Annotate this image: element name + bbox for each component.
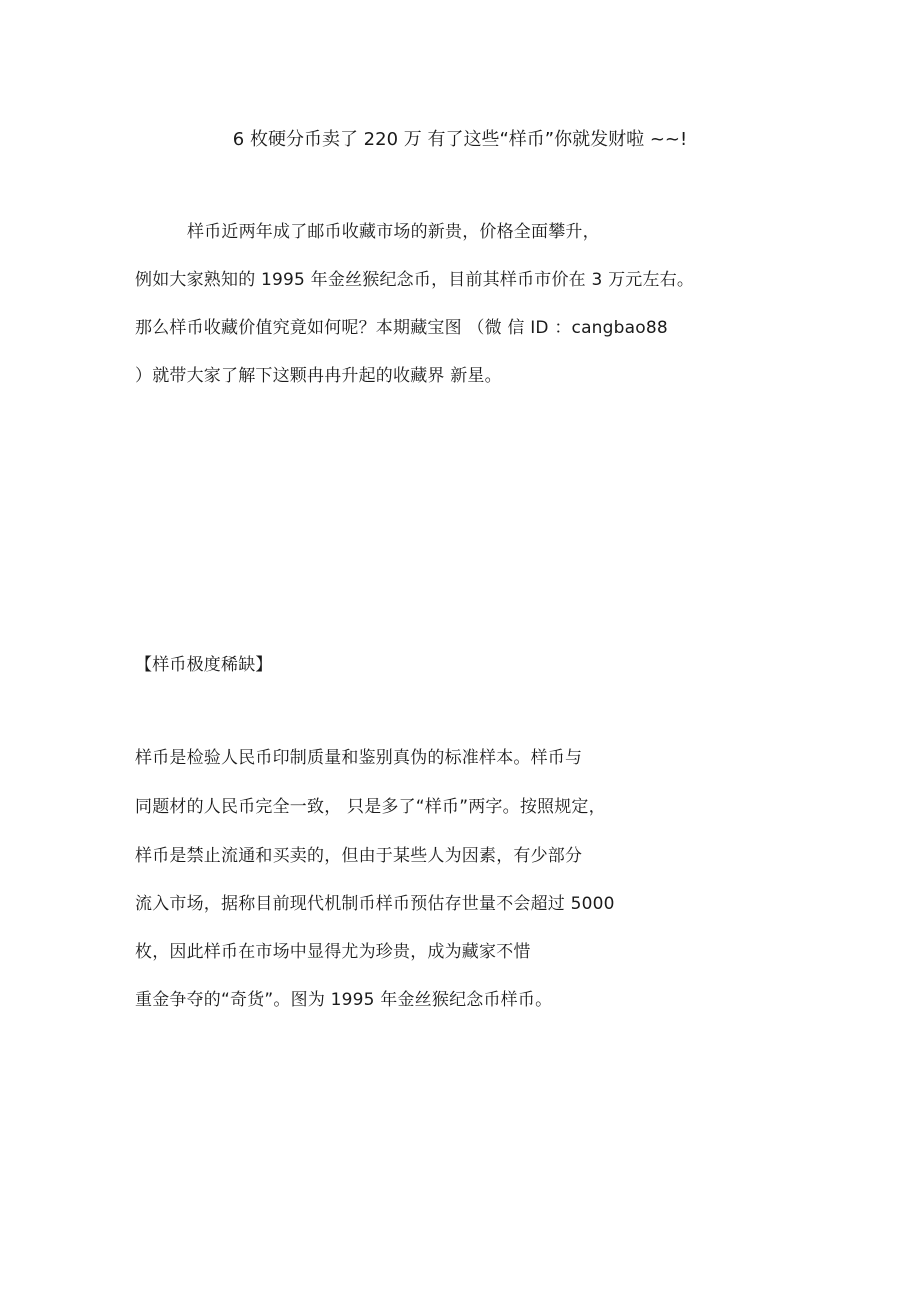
intro-line-2: 例如大家熟知的 1995 年金丝猴纪念币，目前其样币市价在 3 万元左右。 bbox=[135, 270, 695, 290]
body-line-4: 流入市场，据称目前现代机制币样币预估存世量不会超过 5000 bbox=[135, 894, 615, 914]
body-line-1: 样币是检验人民币印制质量和鉴别真伪的标准样本。样币与 bbox=[135, 748, 583, 768]
body-line-2: 同题材的人民币完全一致， 只是多了“样币”两字。按照规定， bbox=[135, 797, 606, 817]
body-line-3: 样币是禁止流通和买卖的，但由于某些人为因素，有少部分 bbox=[135, 846, 583, 866]
intro-line-4: ）就带大家了解下这颗冉冉升起的收藏界 新星。 bbox=[135, 366, 502, 386]
body-line-6: 重金争夺的“奇货”。图为 1995 年金丝猴纪念币样币。 bbox=[135, 990, 553, 1010]
body-line-5: 枚，因此样币在市场中显得尤为珍贵，成为藏家不惜 bbox=[135, 942, 531, 962]
intro-line-1: 样币近两年成了邮币收藏市场的新贵，价格全面攀升， bbox=[187, 222, 600, 242]
section-heading: 【样币极度稀缺】 bbox=[135, 655, 273, 675]
article-title: 6 枚硬分币卖了 220 万 有了这些“样币”你就发财啦 ~~! bbox=[232, 129, 688, 150]
intro-line-3: 那么样币收藏价值究竟如何呢？本期藏宝图 （微 信 ID ：cangbao88 bbox=[135, 318, 668, 338]
